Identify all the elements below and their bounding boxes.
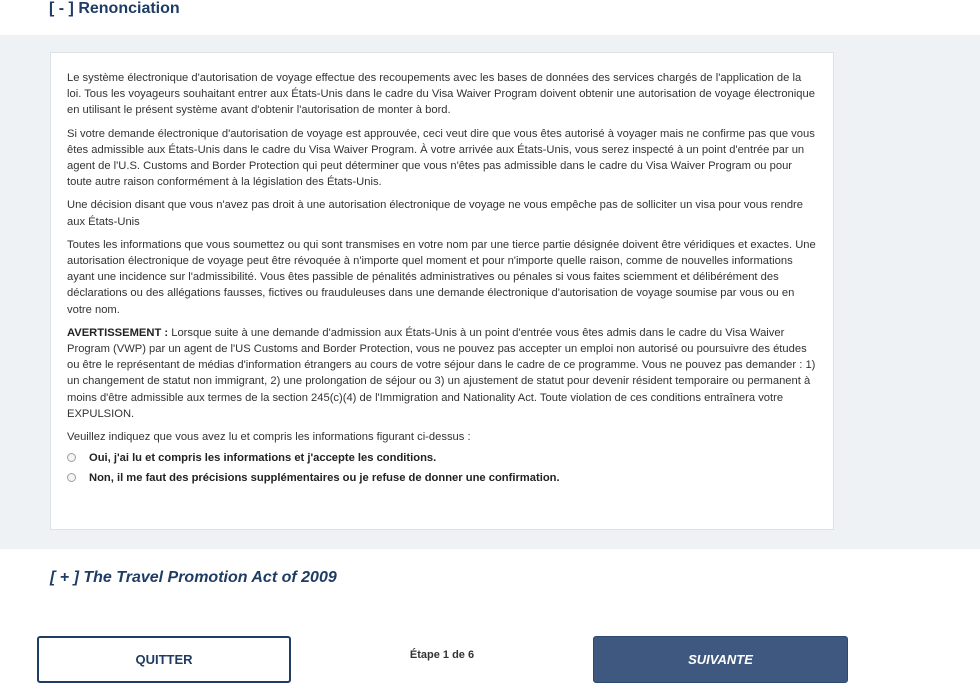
option-yes-row[interactable] [67, 450, 816, 465]
step-indicator: Étape 1 de 6 [409, 649, 475, 661]
warning-paragraph [67, 325, 816, 422]
option-yes-radio[interactable] [67, 453, 76, 462]
waiver-panel [50, 52, 834, 530]
waiver-paragraph-1: Le système électronique d'autorisation de voyage effectue des recoupements avec les bases de données des services chargés de l'application de la loi. Tous les voyageurs souhaitant entrer aux États-Unis dans le cadre du Visa Waiver Program doivent obtenir une autorisation de voyage électronique en utilisant le présent système avant d'obtenir l'autorisation de monter à bord. [67, 72, 815, 117]
quit-button[interactable]: QUITTER [37, 636, 291, 683]
confirmation-prompt: Veuillez indiquez que vous avez lu et compris les informations figurant ci-dessus : [67, 431, 471, 444]
option-yes-label[interactable]: Oui, j'ai lu et compris les informations et j'accepte les conditions. [89, 451, 437, 464]
waiver-paragraph-4: Toutes les informations que vous soumettez ou qui sont transmises en votre nom par une tierce partie désignée doivent être véridiques et exactes. Une autorisation électronique de voyage peut être révoquée à n'importe quel moment et pour n'importe quelle raison, comme de nouvelles informations ayant une incidence sur l'admissibilité. Vous êtes passible de pénalités administratives ou pénales si vous faites sciemment et délibérément des déclarations ou des allégations fausses, fictives ou frauduleuses dans une demande électronique d'autorisation de voyage soumise par vous ou en votre nom. [67, 238, 816, 316]
waiver-paragraph-2: Si votre demande électronique d'autorisation de voyage est approuvée, ceci veut dire que vous êtes autorisé à voyager mais ne confirme pas que vous êtes admissible aux États-Unis dans le cadre du Visa Waiver Program. À votre arrivée aux États-Unis, vous serez inspecté à un point d'entrée par un agent de l'U.S. Customs and Border Protection qui peut déterminer que vous n'êtes pas admissible dans le cadre du Visa Waiver Program ou pour toute autre raison conformément à la législation des États-Unis. [67, 127, 815, 189]
travel-act-section-toggle[interactable]: [ + ] The Travel Promotion Act of 2009 [50, 569, 337, 586]
top-header [0, 0, 980, 35]
option-no-row[interactable] [67, 470, 816, 485]
waiver-section-toggle[interactable]: [ - ] Renonciation [49, 0, 180, 17]
warning-text: Lorsque suite à une demande d'admission aux États-Unis à un point d'entrée vous êtes admis dans le cadre du Visa Waiver Program (VWP) par un agent de l'US Customs and Border Protection, vous ne pouvez pas accepter un emploi non autorisé ou poursuivre des études ou être le représentant de médias d'information étrangers au cours de votre séjour dans le cadre de ce programme. Vous ne pouvez pas demander : 1) un changement de statut non immigrant, 2) une prolongation de séjour ou 3) un ajustement de statut pour devenir résident temporaire ou permanent à moins d'être admissible aux termes de la section 245(c)(4) de l'Immigration and Nationality Act. Toute violation de ces conditions entraînera votre EXPULSION. [67, 326, 816, 420]
waiver-paragraph-3: Une décision disant que vous n'avez pas droit à une autorisation électronique de voyage ne vous empêche pas de solliciter un visa pour vous rendre aux États-Unis [67, 199, 803, 228]
option-no-label[interactable]: Non, il me faut des précisions supplémentaires ou je refuse de donner une confirmation. [89, 471, 560, 484]
option-no-radio[interactable] [67, 473, 76, 482]
next-button[interactable]: SUIVANTE [593, 636, 848, 683]
warning-label: AVERTISSEMENT : [67, 326, 169, 339]
